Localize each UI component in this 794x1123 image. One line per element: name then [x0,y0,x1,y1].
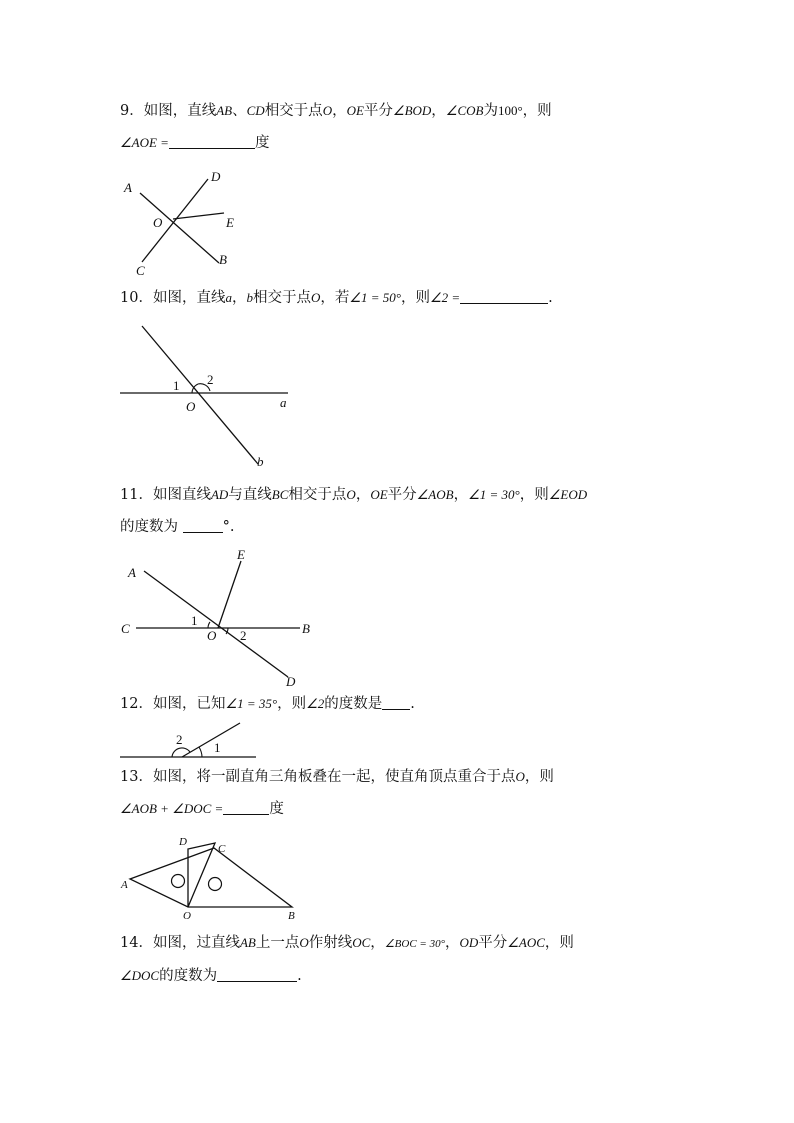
q9-line2 [120,133,269,153]
q11-math-ad: AD [210,487,229,502]
label-2: 2 [176,732,183,747]
q10-math-a: a [225,290,232,305]
hole-left [172,875,185,888]
label-a: A [121,879,128,891]
q11-text: 11．如图直线 [120,487,211,503]
q9-math-aoe: ∠AOE = [120,135,169,150]
label-o: O [207,628,217,643]
q11-line2 [120,517,234,537]
q14-text: 14．如图，过直线 [120,935,240,951]
q14-math-aoc: ∠AOC [507,935,545,950]
q10-text: . [548,290,553,306]
q10-math-b: b [246,290,253,305]
q9-text: 9．如图，直线 [120,103,217,119]
q10-text: 10．如图，直线 [120,290,226,306]
q14-line1 [120,933,574,954]
label-e: E [226,215,234,230]
q9-math-cd: CD [246,103,265,118]
q12-figure [118,720,263,762]
q11-text: ，则 [519,487,549,503]
q11-line1 [120,485,587,505]
q9-text: ， [332,103,347,119]
label-1: 1 [214,740,221,755]
hole-right [209,878,222,891]
q11-figure [118,545,323,690]
label-o: O [153,215,163,230]
label-d: D [286,674,296,689]
q12-math-angle1: ∠1 = 35° [225,696,278,711]
label-a: A [128,565,136,580]
label-c: C [136,263,145,278]
answer-blank[interactable] [169,134,255,149]
q13-text: 13．如图，将一副直角三角板叠在一起，使直角顶点重合于点 [120,769,516,785]
q13-math-sum: ∠AOB + ∠DOC = [120,801,224,816]
line-ad [144,571,288,677]
label-d: D [211,169,221,184]
answer-blank[interactable] [382,695,410,710]
label-o: O [186,399,196,414]
q14-math-boc: ∠BOC = 30° [384,938,445,950]
q13-math-o: O [515,769,525,784]
q9-text: ，则 [522,103,552,119]
label-e: E [237,547,245,562]
label-2: 2 [207,372,214,387]
ray [182,723,240,757]
q11-text: °. [222,519,235,535]
q10-line1 [120,288,553,308]
q11-text: 的度数为 [120,519,178,535]
q13-text: 度 [269,801,284,817]
q14-text: ， [444,935,460,951]
q12-math-angle2: ∠2 [306,696,325,711]
q14-text: 的度数为 [159,968,218,984]
q9-text: ， [431,103,446,119]
q13-text: ，则 [524,769,554,785]
answer-blank[interactable] [183,518,223,533]
line-ab [140,193,219,263]
q11-text: 与直线 [228,487,272,503]
q14-line2 [120,966,302,986]
q9-math-bod: ∠BOD [392,103,432,118]
label-o: O [183,910,191,922]
q9-math-100: 100° [497,103,523,118]
q14-text: ， [370,935,385,951]
q14-math-o: O [299,935,309,950]
q14-math-doc: ∠DOC [120,968,160,983]
q10-text: ，若 [320,290,350,306]
q10-math-o: O [310,290,321,305]
q9-text: 为 [483,103,498,119]
q12-text: ，则 [277,696,307,712]
q13-figure [118,832,308,922]
label-1: 1 [191,613,198,628]
q14-math-ab: AB [239,935,256,950]
q10-text: ，则 [400,290,430,306]
ray-oe [218,561,241,628]
q9-math-oe: OE [346,103,364,118]
q14-text: 上一点 [255,935,300,951]
q11-math-aob: ∠AOB [416,487,454,502]
q11-math-angle1: ∠1 = 30° [468,487,520,502]
triangle-aob [130,848,292,907]
q9-math-cob: ∠COB [445,103,484,118]
q9-text: 、 [232,103,247,119]
q9-text: 相交于点 [264,103,323,119]
q9-figure [118,165,248,280]
q11-text: 相交于点 [288,487,347,503]
angle-1-arc [199,747,202,757]
q10-math-angle2: ∠2 = [429,290,461,305]
line-cd [142,179,208,262]
q11-text: ， [453,487,469,503]
line-b [142,326,258,464]
q10-math-angle1: ∠1 = 50° [349,290,401,305]
label-a: A [124,180,132,195]
label-c: C [121,621,130,636]
q10-text: 相交于点 [252,290,311,306]
q12-text: . [410,696,415,712]
label-2: 2 [240,628,247,643]
answer-blank[interactable] [223,800,269,815]
q11-math-o: O [346,487,356,502]
q13-line2 [120,799,284,819]
q11-text: 平分 [387,487,417,503]
answer-blank[interactable] [217,967,297,982]
q9-text: 度 [254,135,270,151]
q11-text: ， [355,487,371,503]
q9-text: 平分 [363,103,393,119]
label-b: b [257,454,264,469]
q12-line1 [120,694,415,714]
label-b: B [302,621,310,636]
label-d: D [179,836,187,848]
q12-text: 12．如图，已知 [120,696,226,712]
q10-figure [118,322,303,472]
q9-math-o: O [322,103,333,118]
label-b: B [288,910,295,922]
q10-text: ， [231,290,247,306]
q11-math-eod: ∠EOD [548,487,588,502]
label-1: 1 [173,378,180,393]
q9-line1 [120,101,552,121]
q9-math-ab: AB [216,103,233,118]
label-c: C [218,843,226,855]
answer-blank[interactable] [460,289,548,304]
q11-math-bc: BC [271,487,289,502]
label-b: B [219,252,227,267]
q14-math-oc: OC [352,935,371,950]
q14-text: 作射线 [308,935,353,951]
q13-line1 [120,767,554,787]
q14-text: 平分 [478,935,508,951]
q14-text: . [297,968,302,984]
angle-2-arc [172,748,190,757]
q14-math-od: OD [459,935,479,950]
q14-text: ，则 [544,935,574,951]
q12-text: 的度数是 [324,696,383,712]
q11-math-oe: OE [370,487,388,502]
label-a: a [280,395,287,410]
